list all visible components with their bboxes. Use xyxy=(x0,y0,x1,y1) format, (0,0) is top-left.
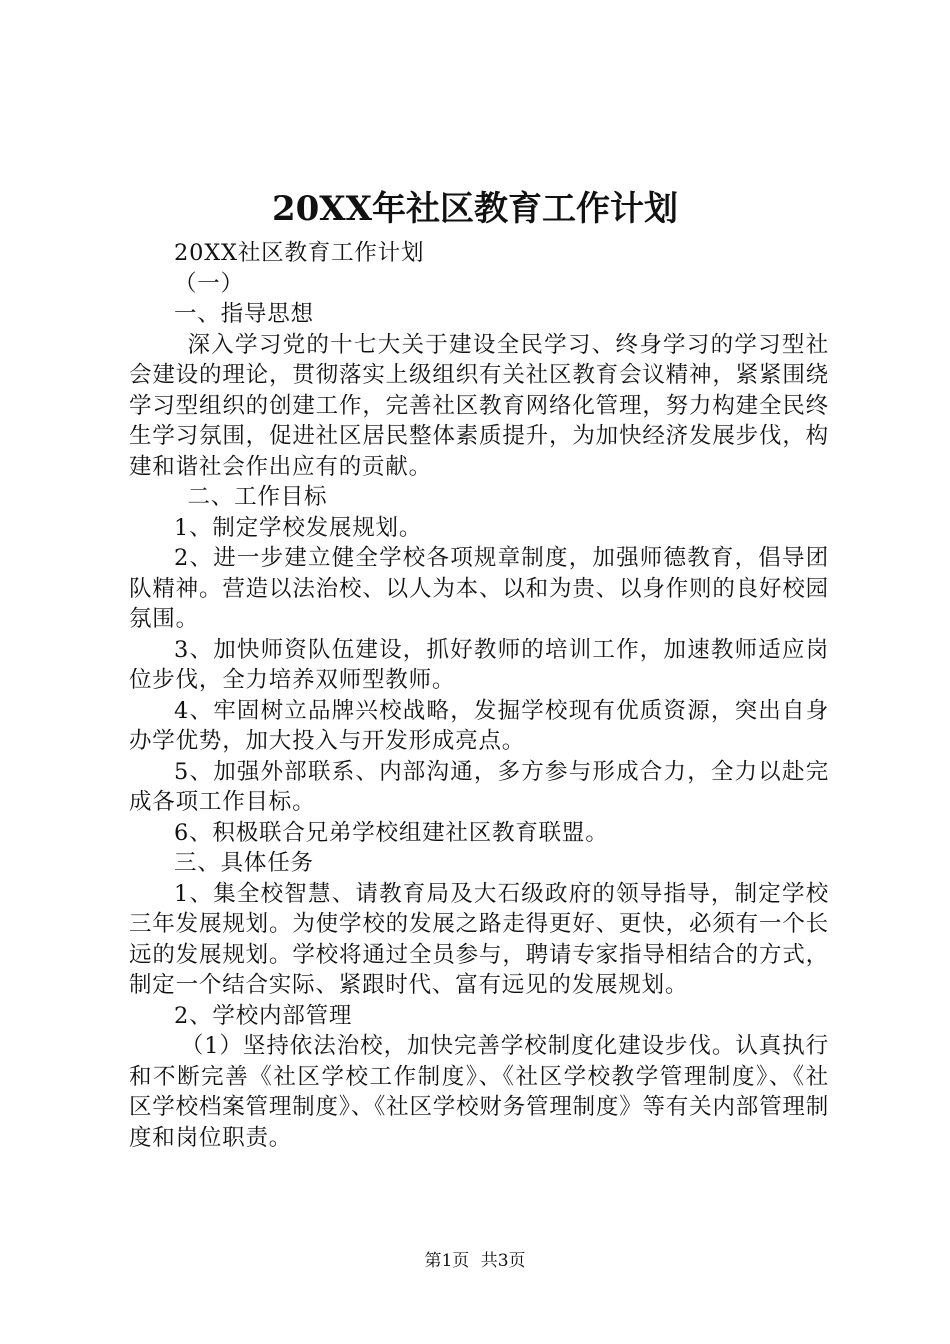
page-number: 第1页 xyxy=(424,1251,470,1271)
page-total: 共3页 xyxy=(480,1251,526,1271)
paragraph: 1、制定学校发展规划。 xyxy=(174,514,423,541)
paragraph: 深入学习党的十七大关于建设全民学习、终身学习的学习型社会建设的理论，贯彻落实上级组织有关社区教育会议精神，紧紧围绕学习型组织的创建工作，完善社区教育网络化管理，努力构建全民终生学习氛围，促进社区居民整体素质提升，为加快经济发展步伐，构建和谐社会作出应有的贡献。 xyxy=(129,331,829,480)
section-heading-2: 二、工作目标 xyxy=(187,484,328,510)
page-footer xyxy=(0,1250,950,1272)
paragraph: 5、加强外部联系、内部沟通，多方参与形成合力，全力以赴完成各项工作目标。 xyxy=(129,758,829,815)
paragraph: 3、加快师资队伍建设，抓好教师的培训工作，加速教师适应岗位步伐，全力培养双师型教师。 xyxy=(129,636,829,693)
paragraph: 6、积极联合兄弟学校组建社区教育联盟。 xyxy=(174,819,609,846)
document-body xyxy=(129,238,829,1153)
section-heading-1: 一、指导思想 xyxy=(174,301,314,327)
paragraph-part-number: （一） xyxy=(174,270,244,297)
paragraph: （1）坚持依法治校，加快完善学校制度化建设步伐。认真执行和不断完善《社区学校工作制度》、《社区学校教学管理制度》、《社区学校档案管理制度》、《社区学校财务管理制度》等有关内部管理制度和岗位职责。 xyxy=(129,1033,829,1151)
paragraph: 1、集全校智慧、请教育局及大石级政府的领导指导，制定学校三年发展规划。为使学校的发展之路走得更好、更快，必须有一个长远的发展规划。学校将通过全员参与，聘请专家指导相结合的方式，制定一个结合实际、紧跟时代、富有远见的发展规划。 xyxy=(129,880,829,998)
section-heading-3: 三、具体任务 xyxy=(174,850,314,876)
paragraph: 2、进一步建立健全学校各项规章制度，加强师德教育，倡导团队精神。营造以法治校、以人为本、以和为贵、以身作则的良好校园氛围。 xyxy=(129,545,829,632)
paragraph-subtitle: 20XX社区教育工作计划 xyxy=(174,240,425,266)
paragraph: 4、牢固树立品牌兴校战略，发掘学校现有优质资源，突出自身办学优势，加大投入与开发形成亮点。 xyxy=(129,697,829,754)
paragraph: 2、学校内部管理 xyxy=(174,1002,353,1029)
document-title: 20XX年社区教育工作计划 xyxy=(271,189,679,229)
